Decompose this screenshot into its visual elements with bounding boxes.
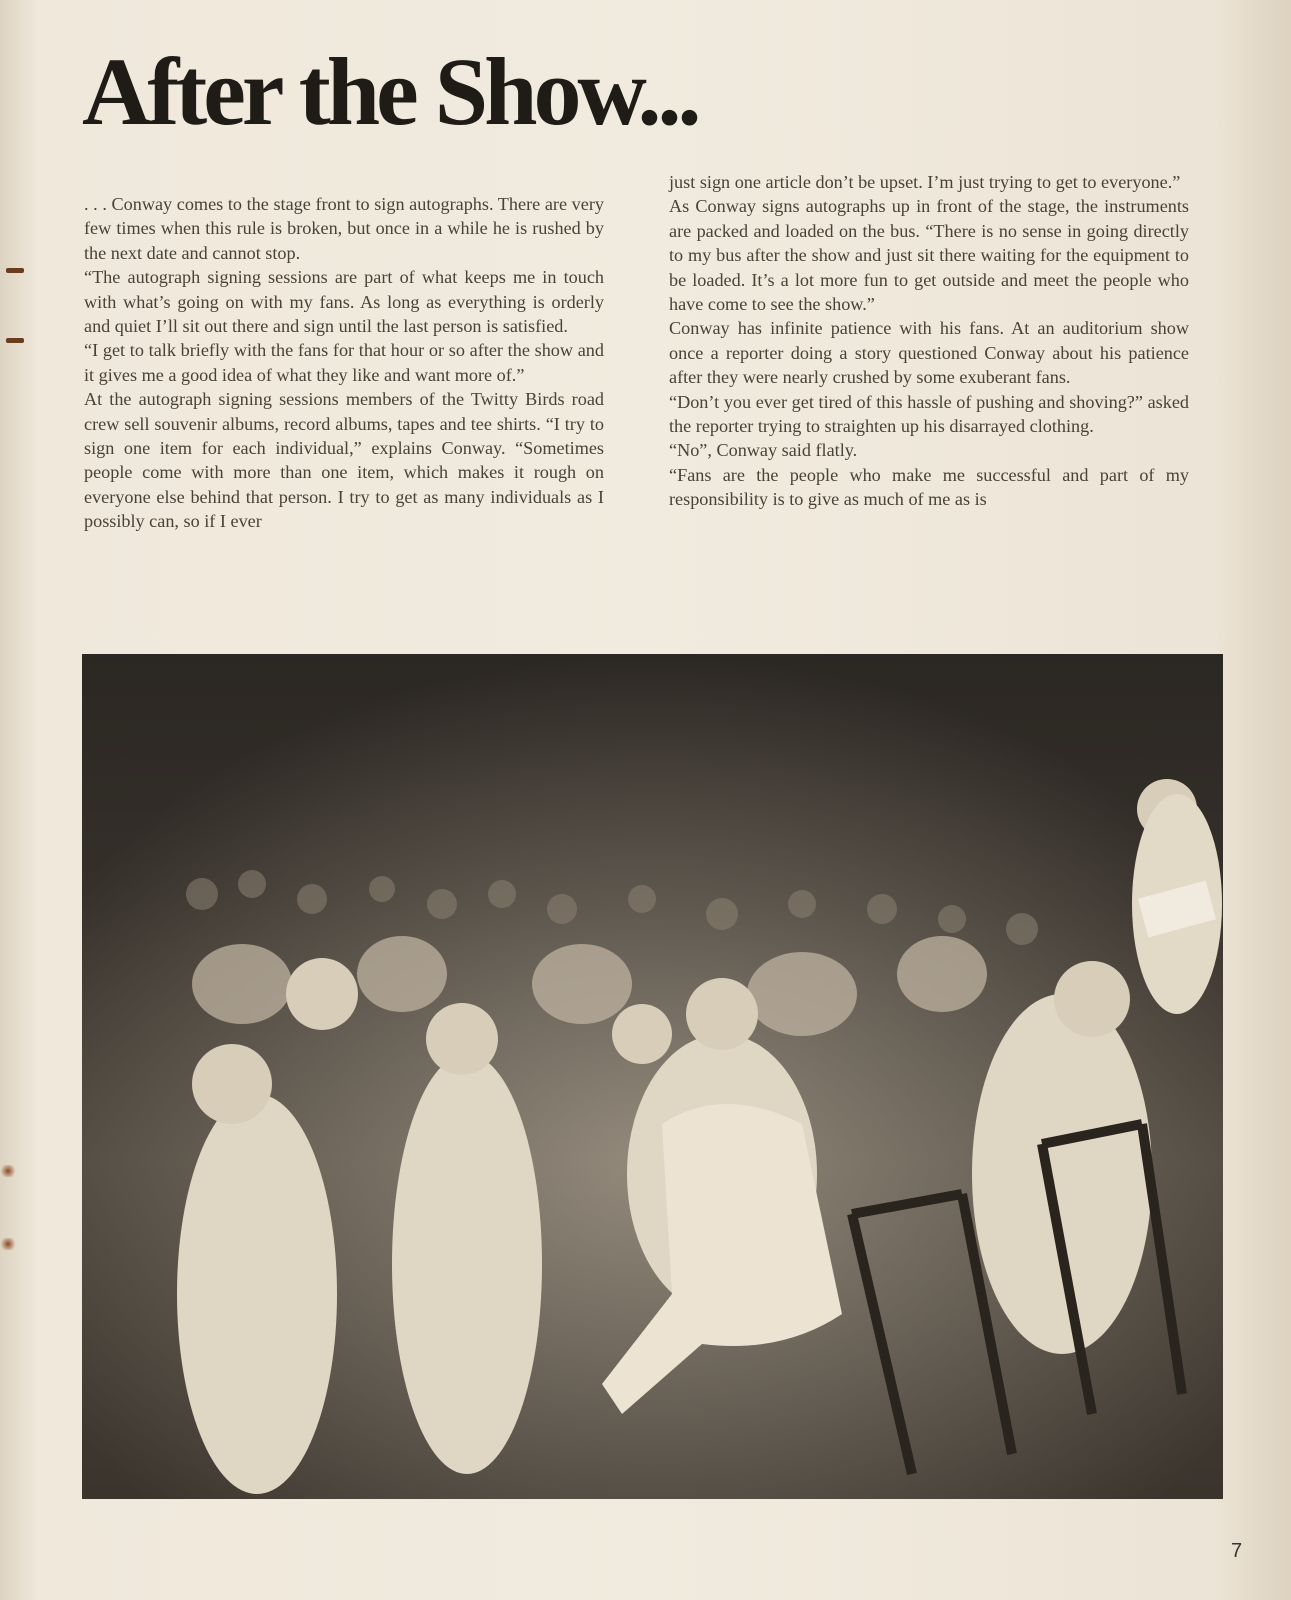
paragraph: “Fans are the people who make me successful and part of my responsibility is to give as much of me as is <box>669 464 1189 510</box>
page-number: 7 <box>1231 1540 1243 1562</box>
paragraph: As Conway signs autographs up in front of the stage, the instruments are packed and loaded on the bus. “There is no sense in going directly to my bus after the show and just sit there waiting for the equipment to be loaded. It’s a lot more fun to get outside and meet the people who have come to see the show.” <box>669 196 1189 315</box>
paragraph: “Don’t you ever get tired of this hassle of pushing and shoving?” asked the reporter trying to straighten up his disarrayed clothing. <box>669 391 1189 437</box>
paragraph: “I get to talk briefly with the fans for that hour or so after the show and it gives me a good idea of what they like and want more of.” <box>84 340 604 385</box>
staple-mark <box>6 338 24 343</box>
crowd-photograph <box>82 654 1223 1499</box>
paragraph: “No”, Conway said flatly. <box>669 440 858 461</box>
rust-stain <box>0 1238 16 1250</box>
paragraph: Conway has infinite patience with his fans. At an auditorium show once a reporter doing a story questioned Conway about his patience after they were nearly crushed by some exuberant fans. <box>669 318 1189 388</box>
rust-stain <box>0 1165 16 1177</box>
paragraph: “The autograph signing sessions are part of what keeps me in touch with what’s going on with my fans. As long as everything is orderly and quiet I’ll sit out there and sign until the last person is satisfied. <box>84 267 604 337</box>
paragraph: . . . Conway comes to the stage front to sign autographs. There are very few times when this rule is broken, but once in a while he is rushed by the next date and cannot stop. <box>84 194 604 263</box>
paragraph: just sign one article don’t be upset. I’m just trying to get to everyone.” <box>669 172 1181 192</box>
article-column-left <box>84 192 604 534</box>
photo-illustration <box>82 654 1223 1499</box>
article-column-right <box>669 170 1189 512</box>
paragraph: At the autograph signing sessions members of the Twitty Birds road crew sell souvenir albums, record albums, tapes and tee shirts. “I try to sign one item for each individual,” explains Conway. “Sometimes people come with more than one item, which makes it rough on everyone else behind that person. I try to get as many individuals as I possibly can, so if I ever <box>84 389 604 532</box>
page-title: After the Show... <box>82 38 698 145</box>
staple-mark <box>6 268 24 273</box>
